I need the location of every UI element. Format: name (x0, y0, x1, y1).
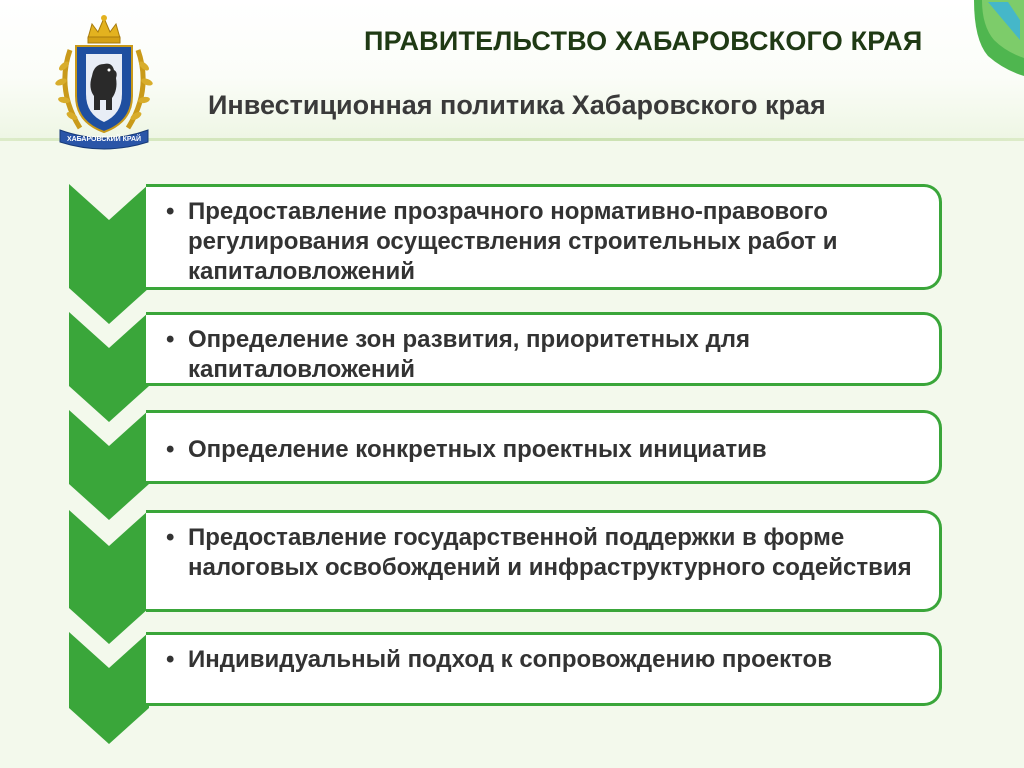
chevron-arrow-icon (69, 410, 149, 522)
item-text: Определение зон развития, приоритетных для капиталовложений (188, 326, 751, 383)
chevron-arrow-icon (69, 184, 149, 324)
corner-decoration (964, 0, 1024, 76)
item-text: Определение конкретных проектных инициатив (188, 436, 767, 463)
item-text: Предоставление прозрачного нормативно-правового регулирования осуществления строительных работ и капиталовложений (188, 198, 838, 285)
bullet-icon: • (166, 198, 175, 225)
item-box (146, 410, 942, 484)
item-box (146, 632, 942, 706)
chevron-arrow-icon (69, 312, 149, 424)
government-title: ПРАВИТЕЛЬСТВО ХАБАРОВСКОГО КРАЯ (364, 26, 923, 56)
item-text: Индивидуальный подход к сопровождению проектов (188, 646, 832, 673)
bullet-icon: • (166, 436, 175, 463)
emblem-ribbon-caption: ХАБАРОВСКИЙ КРАЙ (66, 136, 142, 143)
item-box (146, 510, 942, 612)
chevron-arrow-icon (69, 510, 149, 644)
item-text: Предоставление государственной поддержки в форме налоговых освобождений и инфраструктурного содействия (188, 524, 912, 581)
page-title: Инвестиционная политика Хабаровского края (208, 90, 826, 120)
bullet-icon: • (166, 524, 175, 551)
coat-of-arms-emblem (46, 10, 162, 150)
chevron-arrow-icon (69, 632, 149, 744)
item-box (146, 312, 942, 386)
item-box (146, 184, 942, 290)
bullet-icon: • (166, 326, 175, 353)
bullet-icon: • (166, 646, 175, 673)
